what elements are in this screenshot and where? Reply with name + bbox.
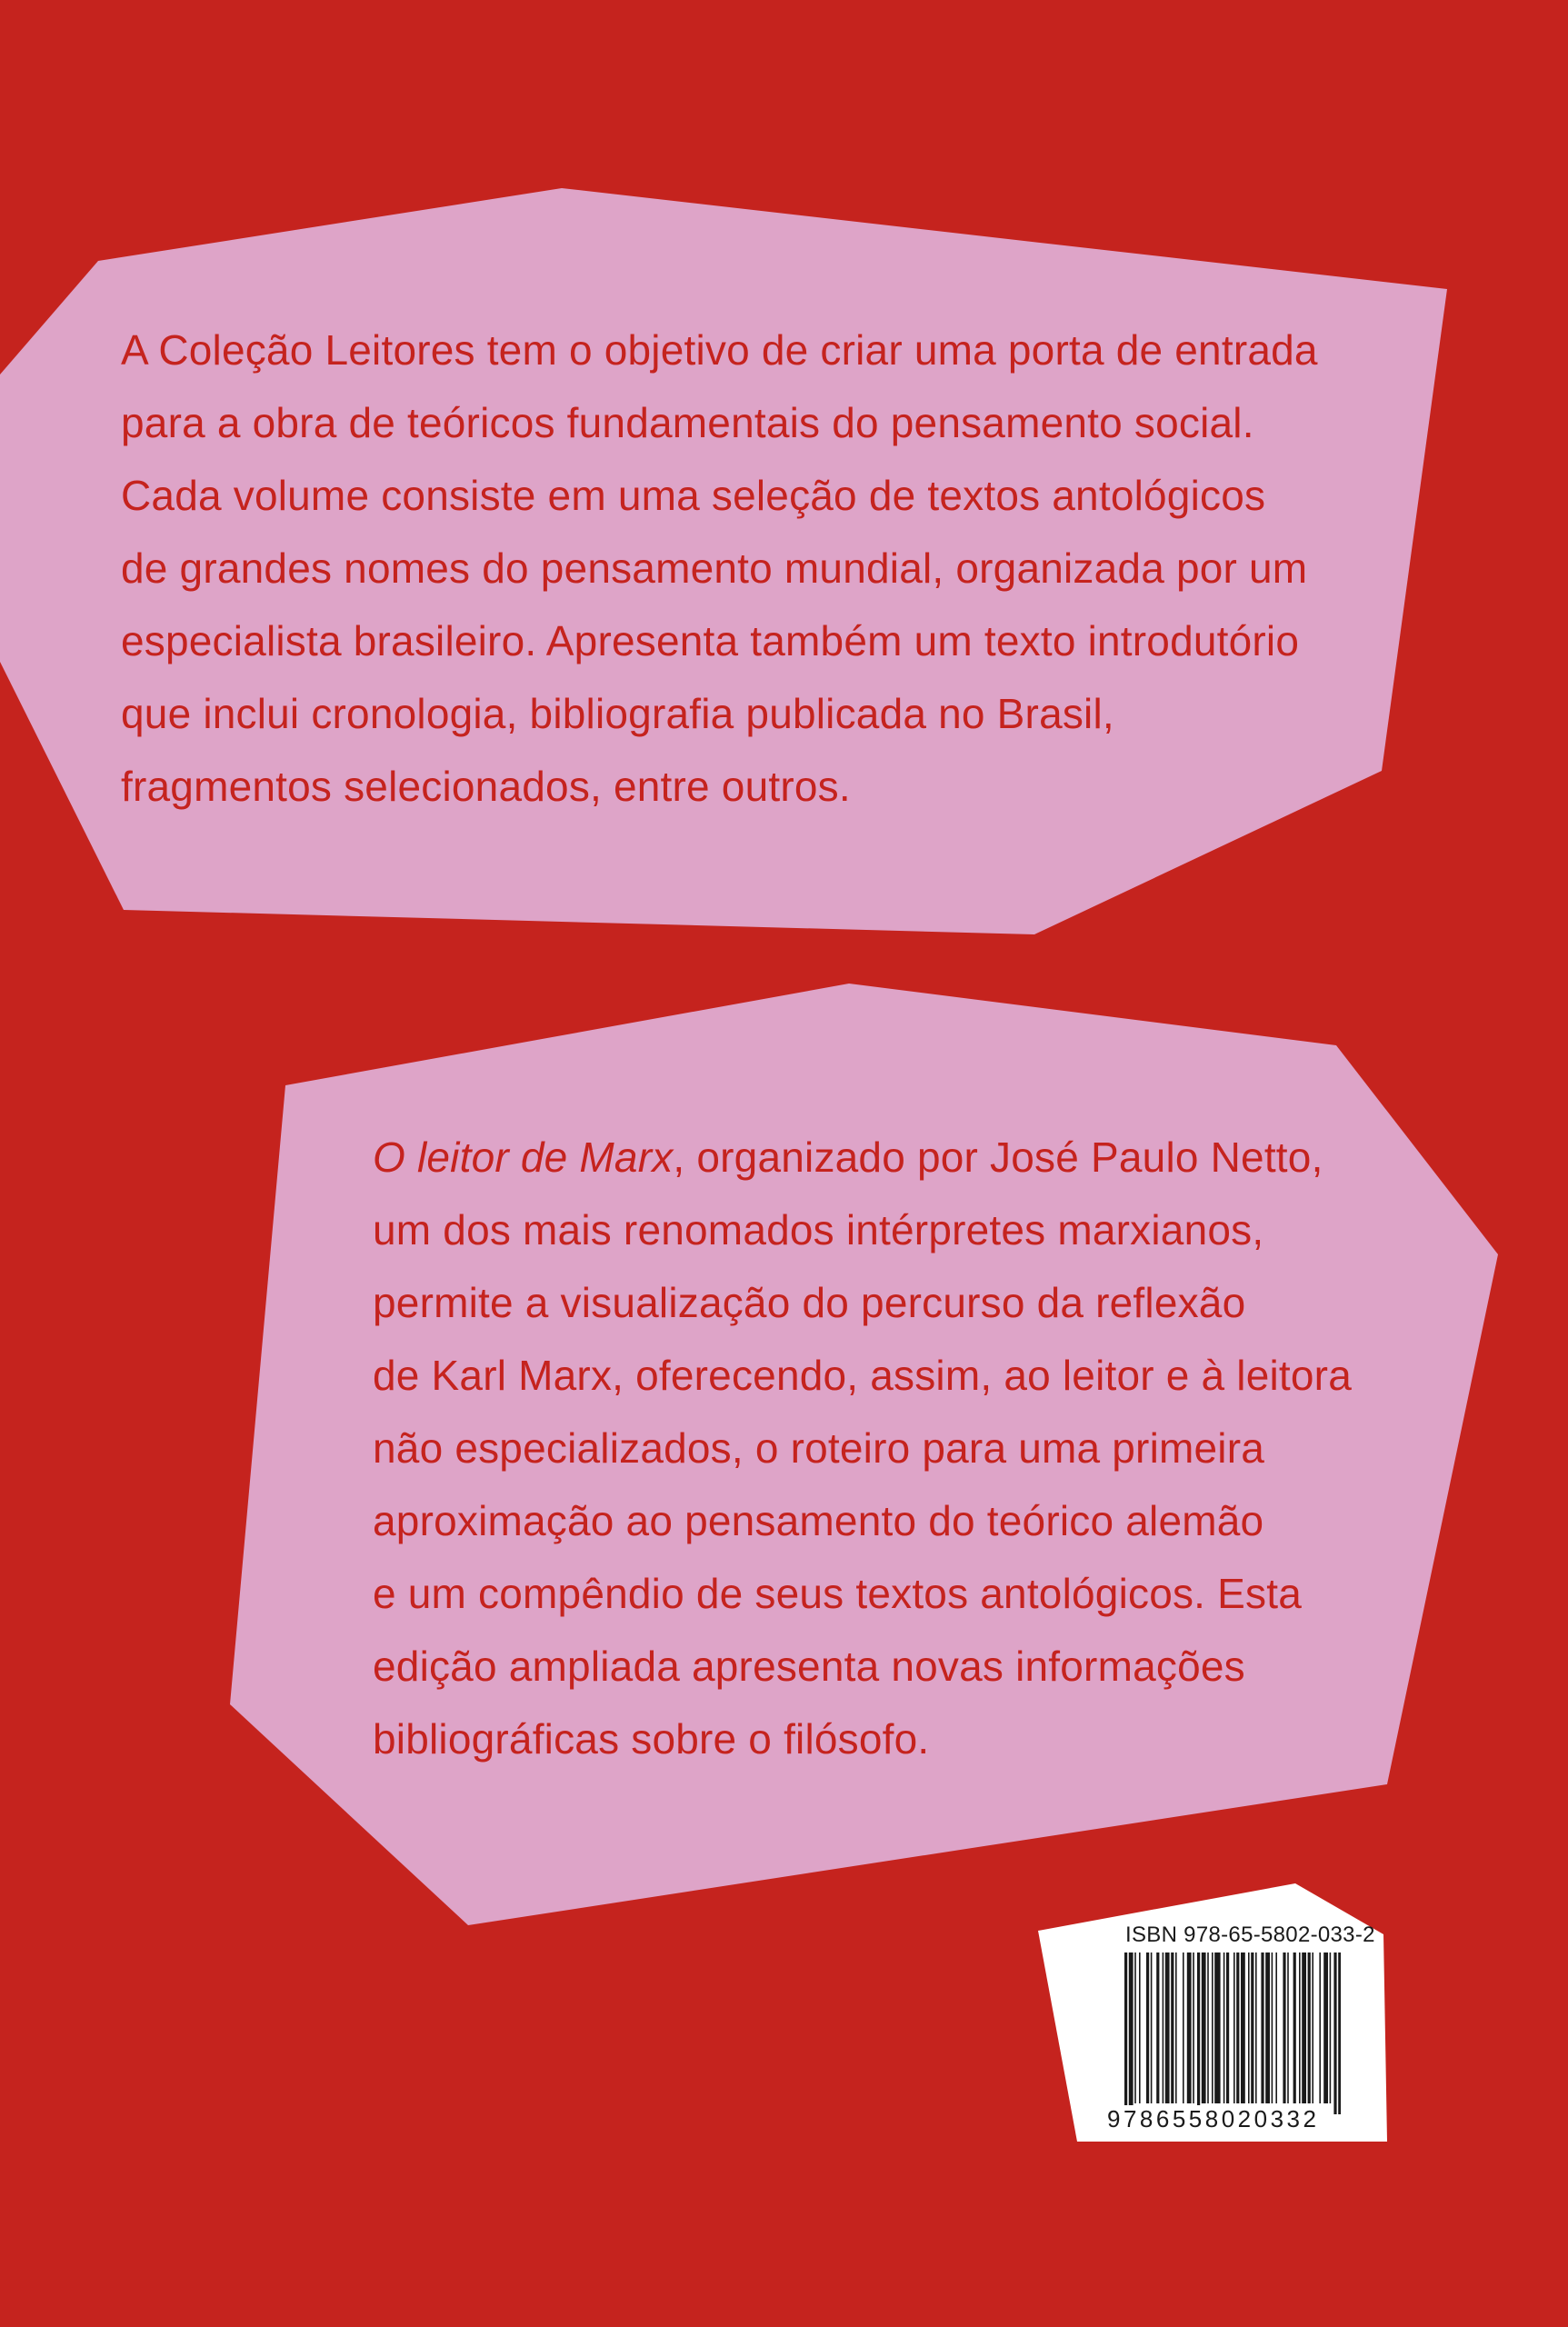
barcode-bar: [1207, 1952, 1209, 2103]
barcode-bar: [1233, 1952, 1235, 2103]
barcode-bar: [1146, 1952, 1149, 2103]
barcode-bar: [1214, 1952, 1220, 2103]
marx-first-line: [373, 1121, 1352, 1193]
barcode-bar: [1187, 1952, 1192, 2103]
barcode-bar: [1275, 1952, 1277, 2103]
barcode-bar: [1323, 1952, 1328, 2103]
intro-line: A Coleção Leitores tem o objetivo de criar uma porta de entrada: [121, 326, 1318, 374]
intro-line: fragmentos selecionados, entre outros.: [121, 763, 851, 810]
barcode-bar: [1333, 1952, 1336, 2114]
barcode-bar: [1312, 1952, 1313, 2103]
marx-line: aproximação ao pensamento do teórico alemão: [373, 1497, 1264, 1544]
barcode: [1124, 1952, 1341, 2114]
barcode-bar: [1171, 1952, 1174, 2103]
intro-line: Cada volume consiste em uma seleção de textos antológicos: [121, 472, 1266, 519]
barcode-bar: [1293, 1952, 1296, 2103]
isbn-label: ISBN 978-65-5802-033-2: [1125, 1923, 1375, 1947]
marx-line: bibliográficas sobre o filósofo.: [373, 1715, 930, 1763]
barcode-bar: [1223, 1952, 1225, 2103]
barcode-bar: [1261, 1952, 1263, 2103]
barcode-bar: [1193, 1952, 1194, 2103]
marx-paragraph: [373, 1121, 1352, 1775]
barcode-bar: [1163, 1952, 1164, 2103]
intro-line: de grandes nomes do pensamento mundial, organizada por um: [121, 544, 1308, 592]
barcode-bar: [1308, 1952, 1311, 2103]
barcode-bar: [1255, 1952, 1257, 2103]
barcode-bar: [1129, 1952, 1134, 2114]
barcode-bar: [1302, 1952, 1306, 2103]
marx-line: não especializados, o roteiro para uma primeira: [373, 1424, 1265, 1472]
barcode-bar: [1124, 1952, 1127, 2114]
marx-line: um dos mais renomados intérpretes marxianos,: [373, 1206, 1264, 1253]
barcode-bar: [1226, 1952, 1229, 2103]
barcode-bar: [1212, 1952, 1213, 2103]
marx-first-line-rest: , organizado por José Paulo Netto,: [673, 1134, 1323, 1181]
intro-line: especialista brasileiro. Apresenta também um texto introdutório: [121, 617, 1300, 664]
intro-paragraph: [121, 314, 1318, 823]
barcode-bar: [1248, 1952, 1250, 2103]
barcode-bar: [1139, 1952, 1141, 2103]
marx-line: e um compêndio de seus textos antológicos. Esta: [373, 1570, 1302, 1617]
barcode-bar: [1283, 1952, 1285, 2103]
barcode-bar: [1319, 1952, 1321, 2103]
barcode-bar: [1251, 1952, 1253, 2103]
barcode-bar: [1330, 1952, 1332, 2103]
barcode-bar: [1299, 1952, 1301, 2103]
barcode-digits: 9786558020332: [1107, 2105, 1320, 2132]
barcode-bar: [1183, 1952, 1184, 2103]
barcode-bar: [1202, 1952, 1206, 2103]
barcode-bar: [1272, 1952, 1273, 2103]
barcode-bar: [1156, 1952, 1159, 2103]
barcode-bar: [1134, 1952, 1136, 2103]
book-title: O leitor de Marx: [373, 1134, 674, 1181]
barcode-bar: [1338, 1952, 1341, 2114]
barcode-bar: [1236, 1952, 1239, 2103]
barcode-bar: [1165, 1952, 1170, 2103]
marx-line: de Karl Marx, oferecendo, assim, ao leitor e à leitora: [373, 1352, 1352, 1399]
barcode-bar: [1241, 1952, 1245, 2103]
barcode-bar: [1265, 1952, 1270, 2103]
intro-line: que inclui cronologia, bibliografia publicada no Brasil,: [121, 690, 1114, 737]
barcode-bar: [1287, 1952, 1289, 2103]
barcode-bar: [1151, 1952, 1153, 2103]
intro-line: para a obra de teóricos fundamentais do pensamento social.: [121, 399, 1254, 446]
barcode-bar: [1197, 1952, 1200, 2114]
marx-line: permite a visualização do percurso da reflexão: [373, 1279, 1246, 1326]
marx-line: edição ampliada apresenta novas informações: [373, 1643, 1245, 1690]
barcode-bar: [1175, 1952, 1177, 2103]
